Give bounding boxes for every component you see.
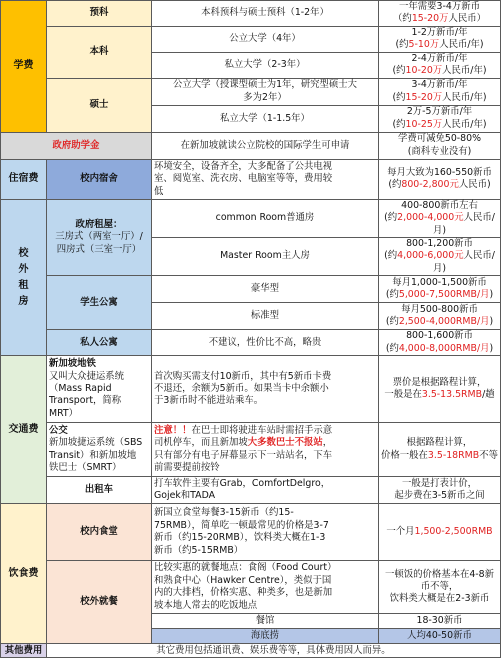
- restaurant-cost: 18-30新币: [379, 614, 501, 629]
- apartment-standard-cost: 每月500-800新币 (约2,500-4,000RMB/月): [379, 303, 501, 330]
- transport-category: 交通费: [1, 356, 47, 504]
- mrt-label: 新加坡地铁 又叫大众捷运系统 （Mass Rapid Transport，简称 MRT）: [47, 356, 152, 423]
- master-public-cost: 3-4万新币/年 (约15-20万人民币/年): [379, 78, 501, 105]
- outside-label: 校外就餐: [47, 561, 152, 644]
- dorm-desc: 环境安全，设备齐全，大多配备了公共电视 室、阅览室、洗衣房、电脑室等等，费用较 低: [152, 159, 379, 199]
- grant-cost: 学费可减免50-80% (商科专业没有): [379, 132, 501, 159]
- master-private-cost: 2万-5万新币/年 (约10-25万人民币/年): [379, 105, 501, 132]
- apartment-deluxe-cost: 每月1,000-1,500新币 (约5,000-7,500RMB/月): [379, 276, 501, 303]
- undergrad-private-cost: 2-4万新币/年 (约10-20万人民币/年): [379, 52, 501, 78]
- mrt-cost: 票价是根据路程计算， 一般是在3.5-13.5RMB/趟: [379, 356, 501, 423]
- master-private-item: 私立大学（1-1.5年）: [152, 105, 379, 132]
- canteen-label: 校内食堂: [47, 504, 152, 561]
- other-desc: 其它费用包括通讯费、娱乐费等等，具体费用因人而异。: [47, 644, 501, 658]
- outside-cost: 一顿饭的价格基本在4-8新币不等， 饮料类大概是在2-3新币: [379, 561, 501, 614]
- foundation-cost: 一年需要3-4万新币 （约15-20万人民币）: [379, 1, 501, 27]
- bus-cost: 根据路程计算， 价格一般在3.5-18RMB不等: [379, 423, 501, 477]
- taxi-desc: 打车软件主要有Grab，ComfortDelgro， Gojek和TADA: [152, 477, 379, 504]
- apartment-deluxe-item: 豪华型: [152, 276, 379, 303]
- apartment-standard-item: 标准型: [152, 303, 379, 330]
- undergrad-label: 本科: [47, 26, 152, 78]
- master-public-item: 公立大学（授课型硕士为1年，研究型硕士大 多为2年）: [152, 78, 379, 105]
- canteen-cost: 一个月1,500-2,500RMB: [379, 504, 501, 561]
- restaurant-item: 餐馆: [152, 614, 379, 629]
- hdb-common-cost: 400-800新币左右 (约2,000-4,000元人民币/月): [379, 199, 501, 237]
- undergrad-private-item: 私立大学（2-3年）: [152, 52, 379, 78]
- hdb-label: 政府租屋： 三房式（两室一厅）/ 四房式（三室一厅）: [47, 199, 152, 275]
- dorm-label: 校内宿舍: [47, 159, 152, 199]
- apartment-label: 学生公寓: [47, 276, 152, 330]
- outside-desc: 比较实惠的就餐地点：食阁（Food Court） 和熟食中心（Hawker Centre），类似于国 内的大排档，价格实惠、种类多，也是新加 坡本地人常去的吃饭地点: [152, 561, 379, 614]
- private-apartment-desc: 不建议，性价比不高，略贵: [152, 330, 379, 356]
- mrt-desc: 首次购买需支付10新币，其中有5新币卡费 不退还，余额为5新币。如果当卡中余额小 于3新币时不能进站乘车。: [152, 356, 379, 423]
- tuition-category: 学费: [1, 1, 47, 133]
- renting-category: 校 外 租 房: [1, 199, 47, 355]
- housing-category: 住宿费: [1, 159, 47, 199]
- undergrad-public-item: 公立大学（4年）: [152, 26, 379, 52]
- foundation-label: 预科: [47, 1, 152, 27]
- hdb-master-item: Master Room主人房: [152, 238, 379, 276]
- other-label: 其他费用: [1, 644, 47, 658]
- canteen-desc: 新国立食堂每餐3-15新币（约15- 75RMB），简单吃一顿最常见的价格是3-7 新币（约15-20RMB），饮料类大概在1-3 新币（约5-15RMB）: [152, 504, 379, 561]
- taxi-cost: 一般是打表计价， 起步费在3-5新币之间: [379, 477, 501, 504]
- hotpot-item: 海底捞: [152, 629, 379, 644]
- hotpot-cost: 人均40-50新币: [379, 629, 501, 644]
- food-category: 饮食费: [1, 504, 47, 644]
- undergrad-public-cost: 1-2万新币/年 (约5-10万人民币/年): [379, 26, 501, 52]
- bus-label: 公交 新加坡捷运系统（SBS Transit）和新加坡地 铁巴士（SMRT）: [47, 423, 152, 477]
- grant-desc: 在新加坡就读公立院校的国际学生可申请: [152, 132, 379, 159]
- private-apartment-cost: 800-1,600新币 (约4,000-8,000RMB/月): [379, 330, 501, 356]
- bus-desc: 注意！！在巴士即将驶进车站时需招手示意 司机停车，而且新加坡大多数巴士不报站， 只有部分有电子屏幕显示下一站站名，下车 前需要提前按铃: [152, 423, 379, 477]
- dorm-cost: 每月大致为160-550新币 (约800-2,800元人民币): [379, 159, 501, 199]
- private-apartment-label: 私人公寓: [47, 330, 152, 356]
- foundation-item: 本科预科与硕士预科（1-2年）: [152, 1, 379, 27]
- taxi-label: 出租车: [47, 477, 152, 504]
- hdb-common-item: common Room普通房: [152, 199, 379, 237]
- grant-label: 政府助学金: [1, 132, 152, 159]
- master-label: 硕士: [47, 78, 152, 132]
- hdb-master-cost: 800-1,200新币 (约4,000-6,000元人民币/月): [379, 238, 501, 276]
